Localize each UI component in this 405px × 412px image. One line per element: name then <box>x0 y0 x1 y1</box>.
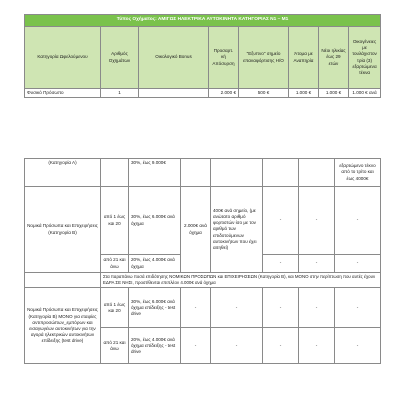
cell-vehicle-count: από 21 και άνω <box>101 255 129 273</box>
cell-dash: - <box>335 187 381 255</box>
cell-dash: - <box>211 328 263 364</box>
cell-young: 1.000 € <box>319 89 349 98</box>
cell-bonus: 20%, έως 4.000€ ανά όχημα <box>129 255 181 273</box>
cell-scrappage: 2.000 € <box>209 89 239 98</box>
header-families: Οικογένειες με τουλάχιστον τρία (3) εξαρτώμενα τέκνα <box>349 27 381 89</box>
cell-vehicle-count: από 1 έως και 20 <box>101 288 129 328</box>
header-smart-charger: "Εξυπνο" σημείο επαναφόρτισης Η/Ο <box>239 27 289 89</box>
cell-bonus: 30%, έως 6.000€ ανά όχημα επίδειξης - test drive <box>129 288 181 328</box>
cell-vehicle-count: από 21 και άνω <box>101 328 129 364</box>
cell-category-b-dealers: Νομικά Πρόσωπα και Επιχειρήσεις (Κατηγορία Β) ΜΟΝΟ για εταιρίες αντιπροσώπων_εμπόρων και εισαγωγέων αυτοκινήτων για την αγορά ηλεκτρικών αυτοκινήτων επίδειξης (test drive) <box>25 288 101 364</box>
cell-bonus: 30%, έως 6.000€ ανά όχημα <box>129 187 181 255</box>
cell-families: 1.000 € ανά <box>349 89 381 98</box>
header-disabled: Άτομα με Αναπηρία <box>289 27 319 89</box>
cell-dash: - <box>299 187 335 255</box>
cell-dash: - <box>181 328 211 364</box>
cell-dash: - <box>181 288 211 328</box>
island-note: Στα παραπάνω ποσά επιδότησης ΝΟΜΙΚΩΝ ΠΡΟΣΩΠΩΝ και ΕΠΙΧΕΙΡΗΣΕΩΝ (Κατηγορία Β), και ΜΟΝΟ στην περίπτωση που αυτές έχουν ΕΔΡΑ ΣΕ ΝΗΣΙ, προστίθενται επιπλέον 4.000€ ανά όχημα <box>101 273 381 288</box>
cell-category-a: (Κατηγορία Α) <box>25 159 101 187</box>
cell-category-b: Νομικά Πρόσωπα και Επιχειρήσεις (Κατηγορία Β) <box>25 187 101 273</box>
header-beneficiary: Κατηγορία Ωφελούμενου <box>25 27 101 89</box>
cell-eco-bonus <box>139 89 209 98</box>
cell-vehicle-count: από 1 έως και 20 <box>101 187 129 255</box>
cell-vehicle-count: 1 <box>101 89 139 98</box>
table-row <box>25 159 381 187</box>
cell-dash: - <box>299 288 335 328</box>
header-vehicle-count: Αριθμός Οχημάτων <box>101 27 139 89</box>
cell-dash: - <box>335 328 381 364</box>
header-young: Νέοι ηλικίας έως 29 ετών <box>319 27 349 89</box>
subsidy-table-2 <box>24 158 381 364</box>
table-row <box>25 187 381 255</box>
table-row <box>25 89 381 98</box>
cell-disabled: 1.000 € <box>289 89 319 98</box>
cell-bonus: 20%, έως 4.000€ ανά όχημα επίδειξης - test drive <box>129 328 181 364</box>
subsidy-table-1 <box>24 14 381 98</box>
table-row <box>25 273 381 288</box>
header-eco-bonus: Οικολογικό Bonus <box>139 27 209 89</box>
header-scrappage: Προσαρτ. κή Απόσυρση <box>209 27 239 89</box>
table-row <box>25 288 381 328</box>
cell-dash: - <box>335 288 381 328</box>
cell-dash: - <box>299 328 335 364</box>
cell-dash: - <box>263 328 299 364</box>
cell-dash: - <box>299 255 335 273</box>
cell-smart-charger: 400€ ανά σημείο, (με ανώτατο αριθμό φορτιστών ίσο με τον αριθμό των επιδοτούμενων αυτοκινήτων που έχει αιτηθεί) <box>211 187 263 273</box>
table-title: Τύπος Οχήματος: ΑΜΙΓΩΣ ΗΛΕΚΤΡΙΚΑ ΑΥΤΟΚΙΝΗΤΑ ΚΑΤΗΓΟΡΙΑΣ Ν1 – Μ1 <box>25 15 381 27</box>
cell-bonus: 30%, έως 9.000€ <box>129 159 181 187</box>
cell-dash: - <box>263 288 299 328</box>
cell-beneficiary: Φυσικό Πρόσωπο <box>25 89 101 98</box>
cell-scrappage: 2.000€ ανά όχημα <box>181 187 211 273</box>
cell-dash: - <box>335 255 381 273</box>
cell-families: εξαρτώμενο τέκνο από το τρίτο και έως 4000€ <box>335 159 381 187</box>
cell-smart-charger: 500 € <box>239 89 289 98</box>
cell-dash: - <box>263 187 299 255</box>
cell-dash: - <box>211 288 263 328</box>
cell-dash: - <box>263 255 299 273</box>
